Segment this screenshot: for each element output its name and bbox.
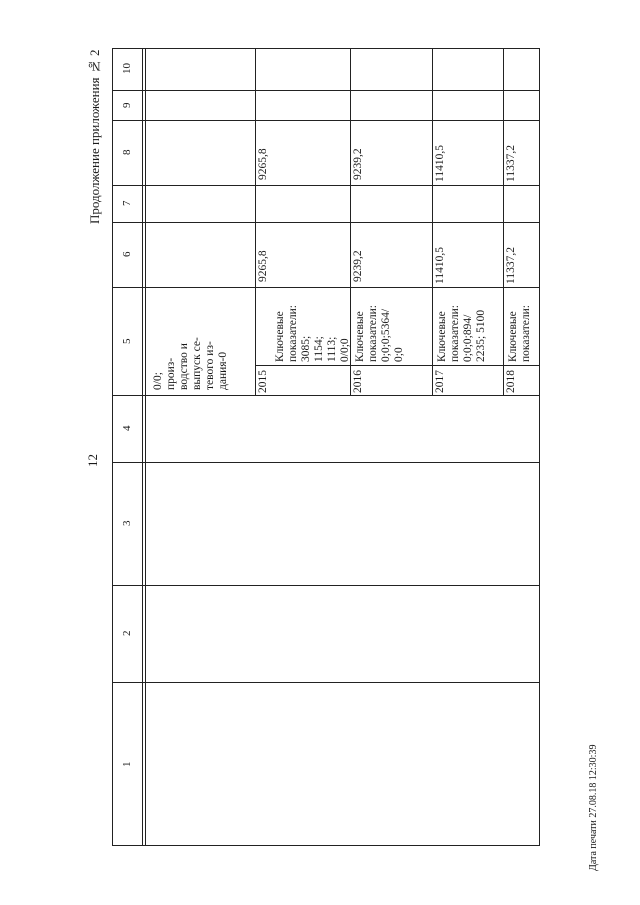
year-2016: 2016: [352, 370, 364, 393]
value-col8-2018: 11337,2: [505, 145, 517, 182]
indicators-2018: [507, 292, 533, 362]
column-separator: [112, 185, 540, 186]
header-separator: [142, 48, 143, 846]
column-number-10: 10: [121, 63, 133, 75]
carry-over-cell: [152, 292, 230, 390]
column-number-4: 4: [121, 425, 133, 432]
indicator-line: Ключевые: [274, 311, 286, 362]
column-number-3: 3: [121, 520, 133, 527]
column-separator: [112, 585, 540, 586]
page-number: 12: [85, 454, 100, 467]
carry-over-line: тевого из-: [204, 341, 216, 390]
carry-over-line: 0/0;: [152, 372, 164, 390]
value-col6-2015: 9265,8: [257, 250, 269, 282]
print-date: [589, 740, 599, 875]
indicator-line: показатели:: [449, 305, 461, 362]
indicator-line: Ключевые: [354, 311, 366, 362]
indicator-line: 1113;: [326, 336, 338, 362]
indicator-line: 1154;: [313, 336, 325, 362]
row-separator: [503, 48, 504, 395]
column-number-8: 8: [121, 149, 133, 156]
column-separator: [112, 222, 540, 223]
value-col6-2016: 9239,2: [352, 250, 364, 282]
column-separator: [112, 90, 540, 91]
indicator-line: показатели:: [287, 305, 299, 362]
carry-over-line: произ-: [165, 357, 177, 390]
column-separator: [112, 395, 540, 396]
row-separator: [255, 48, 256, 395]
indicator-line: 2235; 5100: [475, 309, 487, 362]
indicator-line: 0;0;0;5364/: [380, 308, 392, 362]
year-2018: 2018: [505, 370, 517, 393]
data-table: [112, 48, 540, 846]
indicator-line: Ключевые: [436, 311, 448, 362]
indicators-2016: [354, 292, 406, 362]
column-number-6: 6: [121, 251, 133, 258]
indicators-2015: [274, 292, 352, 362]
value-col6-2017: 11410,5: [434, 247, 446, 284]
carry-over-line: водство и: [178, 343, 190, 390]
continuation-heading: Продолжение приложения № 2: [87, 49, 102, 225]
column-separator: [112, 462, 540, 463]
indicator-line: показатели:: [367, 305, 379, 362]
value-col8-2015: 9265,8: [257, 148, 269, 180]
value-col8-2017: 11410,5: [434, 145, 446, 182]
indicator-line: 3085;: [300, 335, 312, 362]
column-separator: [112, 287, 540, 288]
column-separator: [112, 682, 540, 683]
column-number-5: 5: [121, 338, 133, 344]
year-separator: [255, 365, 540, 366]
row-separator: [432, 48, 433, 395]
indicator-line: показатели:: [520, 305, 532, 362]
year-2015: 2015: [257, 370, 269, 393]
indicator-line: 0/0;0: [339, 338, 351, 362]
indicator-line: 0;0: [393, 347, 405, 362]
print-date-label: Дата печати: [588, 819, 599, 871]
value-col8-2016: 9239,2: [352, 148, 364, 180]
column-number-7: 7: [121, 200, 133, 207]
column-number-1: 1: [121, 761, 133, 767]
column-number-9: 9: [121, 102, 133, 108]
indicators-2017: [436, 292, 488, 362]
carry-over-line: выпуск се-: [191, 337, 203, 390]
year-2017: 2017: [434, 370, 446, 393]
carry-over-line: дания-0: [217, 351, 229, 390]
indicator-line: Ключевые: [507, 311, 519, 362]
print-date-value: 27.08.18 12:30:39: [588, 744, 599, 818]
column-separator: [112, 120, 540, 121]
header-separator-double: [145, 48, 146, 846]
indicator-line: 0;0;0;894/: [462, 314, 474, 362]
value-col6-2018: 11337,2: [505, 247, 517, 284]
column-number-2: 2: [121, 630, 133, 637]
